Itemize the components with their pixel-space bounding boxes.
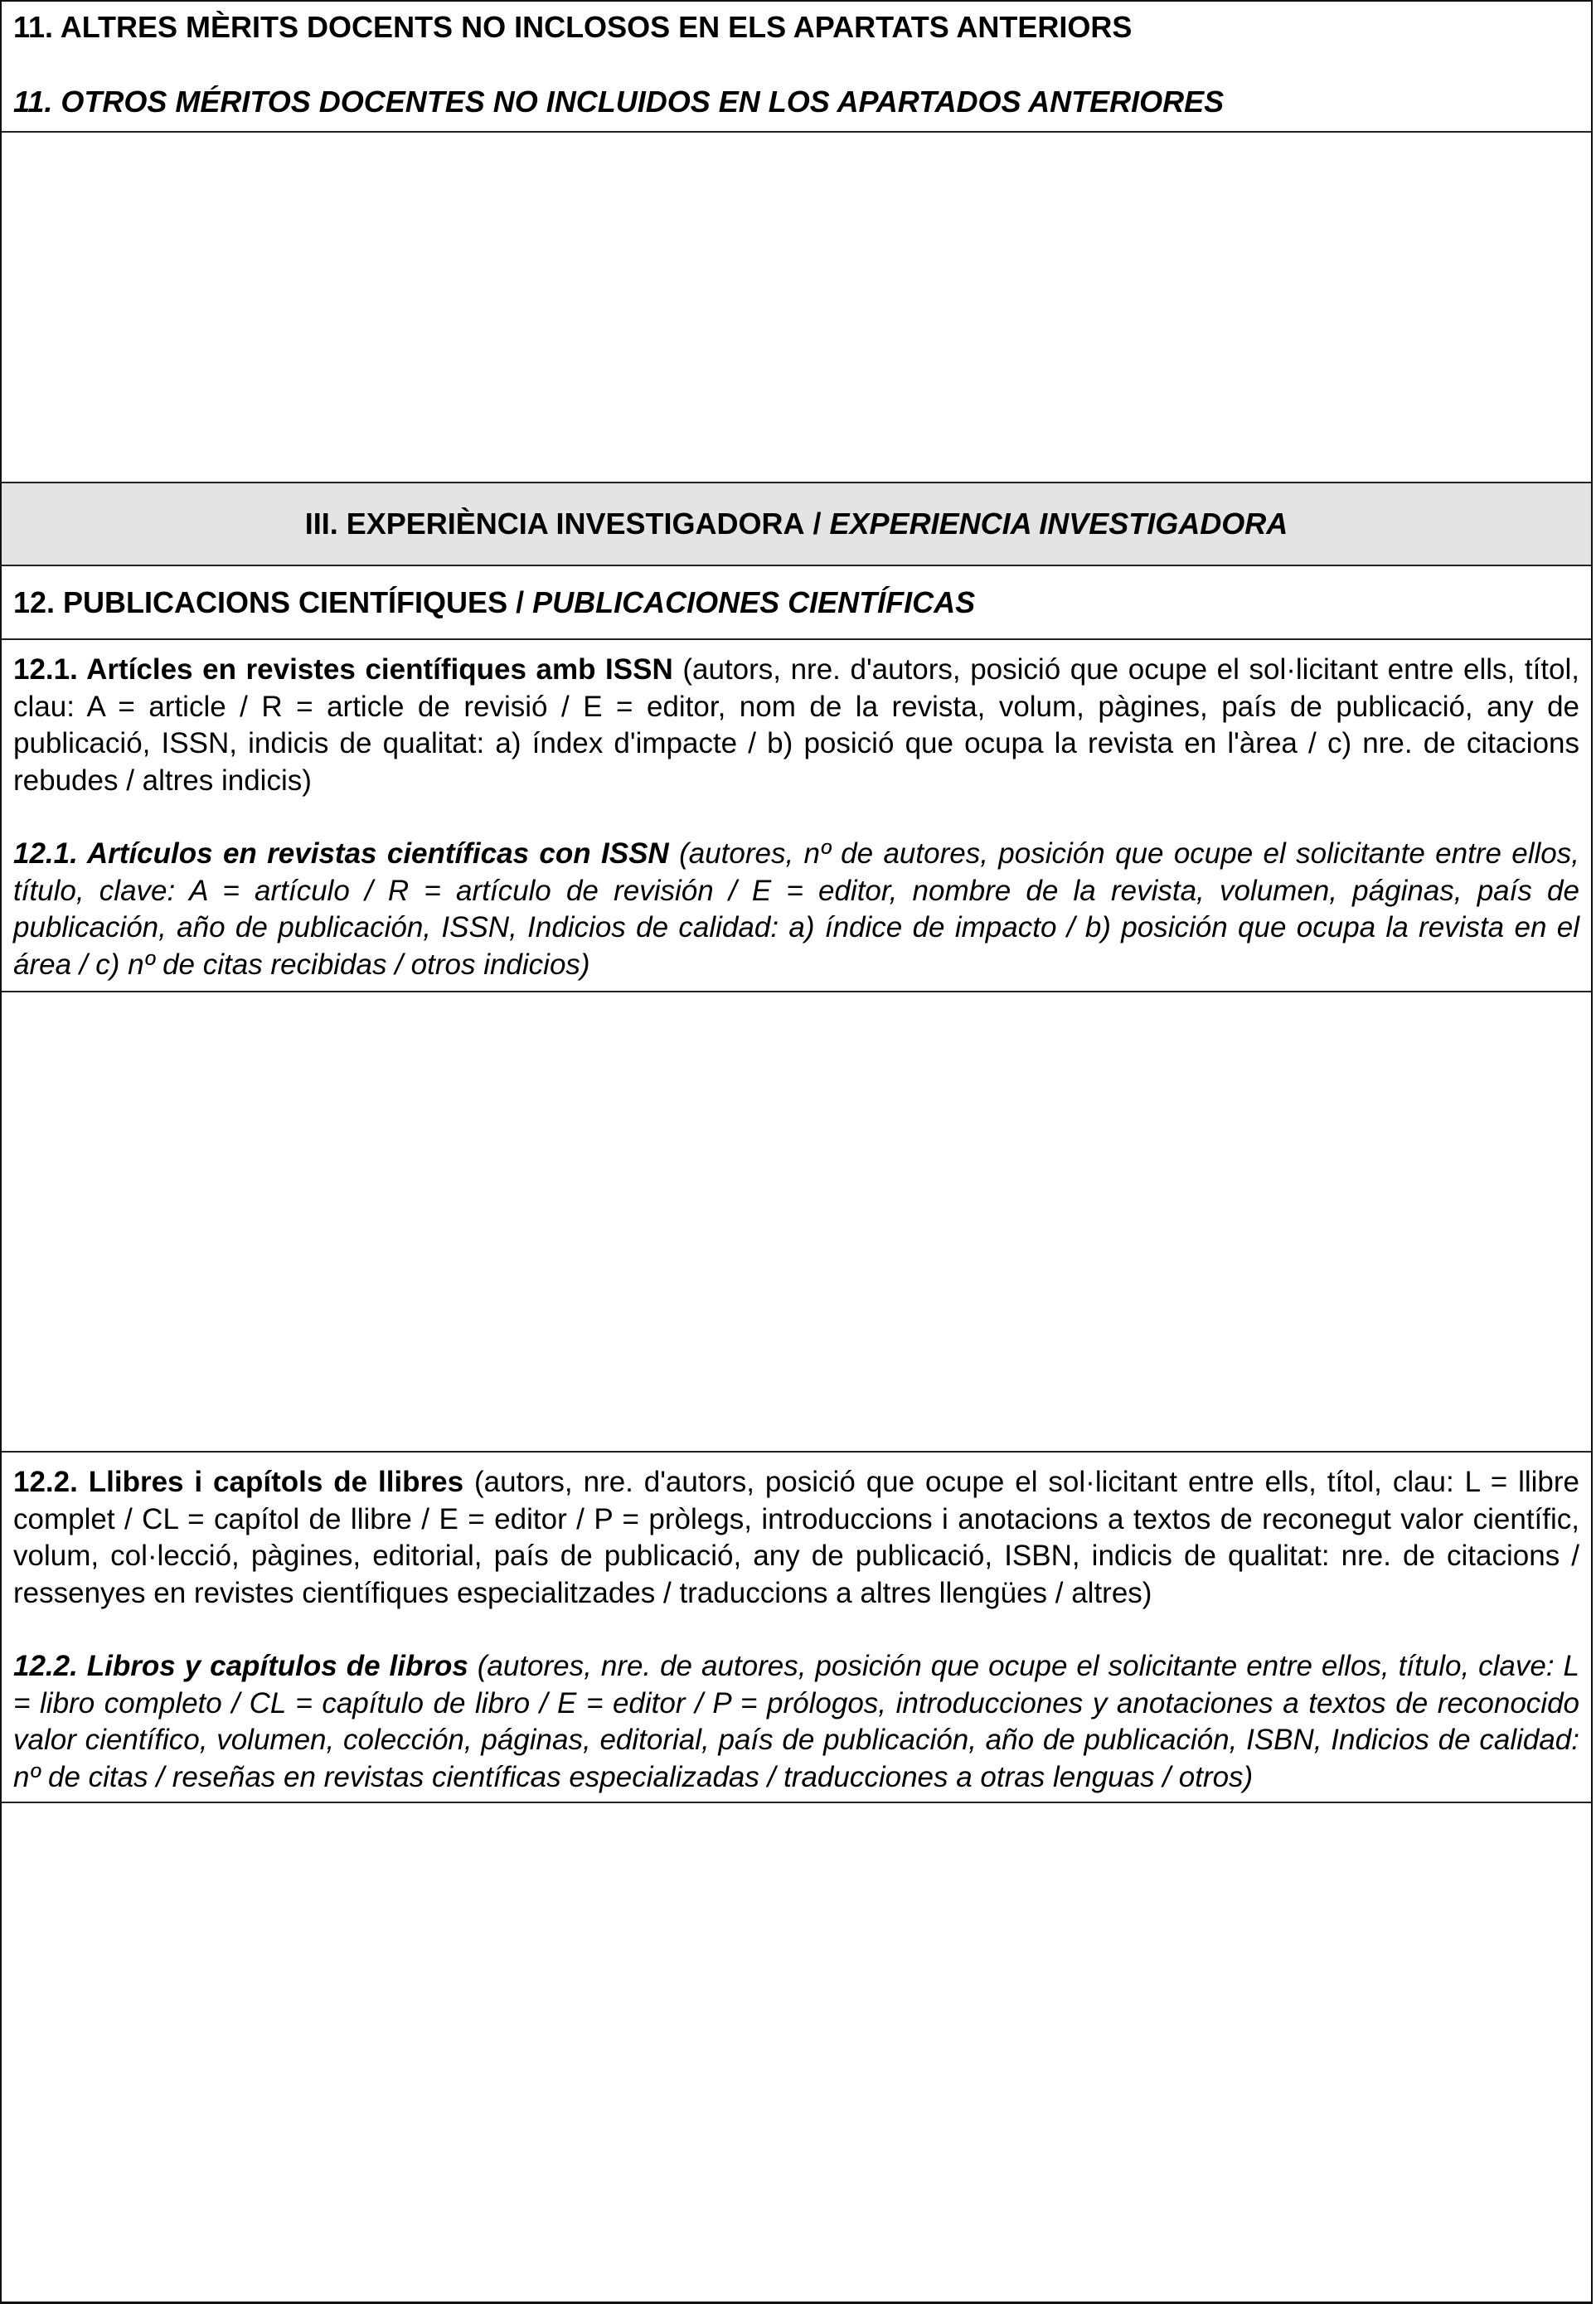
section-12-2-body-es: (autores, nre. de autores, posición que ocupe el solicitante entre ellos, título, clave: L = libro completo / CL = capítulo de libro / E = editor / P = prólogos, introducciones y anotaciones a textos de reconocido valor científico, volumen, colección, páginas, editorial, país de publicación, año de publicación, ISBN, Indicios de calidad: nº de citas / reseñas en revistas científicas especializadas / traducciones a otras lenguas / otros) [13, 1650, 1579, 1793]
section-12-1-description [2, 640, 1591, 992]
section-11-title-es: 11. OTROS MÉRITOS DOCENTES NO INCLUIDOS EN LOS APARTADOS ANTERIORES [13, 85, 1225, 119]
section-11-title-ca: 11. ALTRES MÈRITS DOCENTS NO INCLOSOS EN ELS APARTATS ANTERIORS [13, 10, 1133, 44]
section-12-header [2, 566, 1591, 640]
section-12-2-content-field[interactable] [2, 1803, 1591, 2302]
section-12-title-ca: 12. PUBLICACIONS CIENTÍFIQUES / [13, 584, 525, 619]
section-12-1-body-es: (autores, nº de autores, posición que ocupe el solicitante entre ellos, título, clave: A = artículo / R = artículo de revisión / E = editor, nombre de la revista, volumen, páginas, país de publicación, año de publicación, ISSN, Indicios de calidad: a) índice de impacto / b) posición que ocupa la revista en el área / c) nº de citas recibidas / otros indicios) [13, 837, 1580, 981]
section-III-title-es: EXPERIENCIA INVESTIGADORA [829, 507, 1288, 541]
section-12-1-text-es [13, 836, 1579, 983]
section-11-content-field[interactable] [2, 133, 1591, 483]
section-12-2-heading-ca: 12.2. Llibres i capítols de llibres [13, 1466, 464, 1498]
section-III-separator: / [813, 507, 822, 541]
section-12-1-body-ca: (autors, nre. d'autors, posició que ocupe el sol·licitant entre ells, títol, clau: A = article / R = article de revisió / E = editor, nom de la revista, volum, pàgines, país de publicació, any de publicació, ISSN, indicis de qualitat: a) índex d'impacte / b) posició que ocupa la revista en l'àrea / c) nre. de citacions rebudes / altres indicis) [13, 653, 1579, 797]
section-12-1-text-ca [13, 652, 1579, 799]
section-12-1-heading-es: 12.1. Artículos en revistas científicas con ISSN [13, 837, 669, 870]
section-12-2-text-es [13, 1648, 1579, 1796]
section-12-2-body-ca: (autors, nre. d'autors, posició que ocupe el sol·licitant entre ells, títol, clau: L = llibre complet / CL = capítol de llibre / E = editor / P = pròlegs, introduccions i anotacions a textos de reconegut valor científic, volum, col·lecció, pàgines, editorial, país de publicació, any de publicació, ISBN, indicis de qualitat: nre. de citacions / ressenyes en revistes científiques especialitzades / traduccions a altres llengües / altres) [13, 1466, 1579, 1609]
section-III-title-ca: III. EXPERIÈNCIA INVESTIGADORA [304, 507, 805, 541]
section-11-header [2, 2, 1591, 133]
section-III-band [2, 483, 1591, 566]
section-12-2-description [2, 1453, 1591, 1803]
section-12-1-content-field[interactable] [2, 992, 1591, 1453]
section-12-title-es: PUBLICACIONES CIENTÍFICAS [532, 584, 976, 619]
section-12-1-heading-ca: 12.1. Artícles en revistes científiques amb ISSN [13, 653, 673, 686]
section-12-2-text-ca [13, 1464, 1579, 1612]
section-12-2-heading-es: 12.2. Libros y capítulos de libros [13, 1650, 468, 1682]
